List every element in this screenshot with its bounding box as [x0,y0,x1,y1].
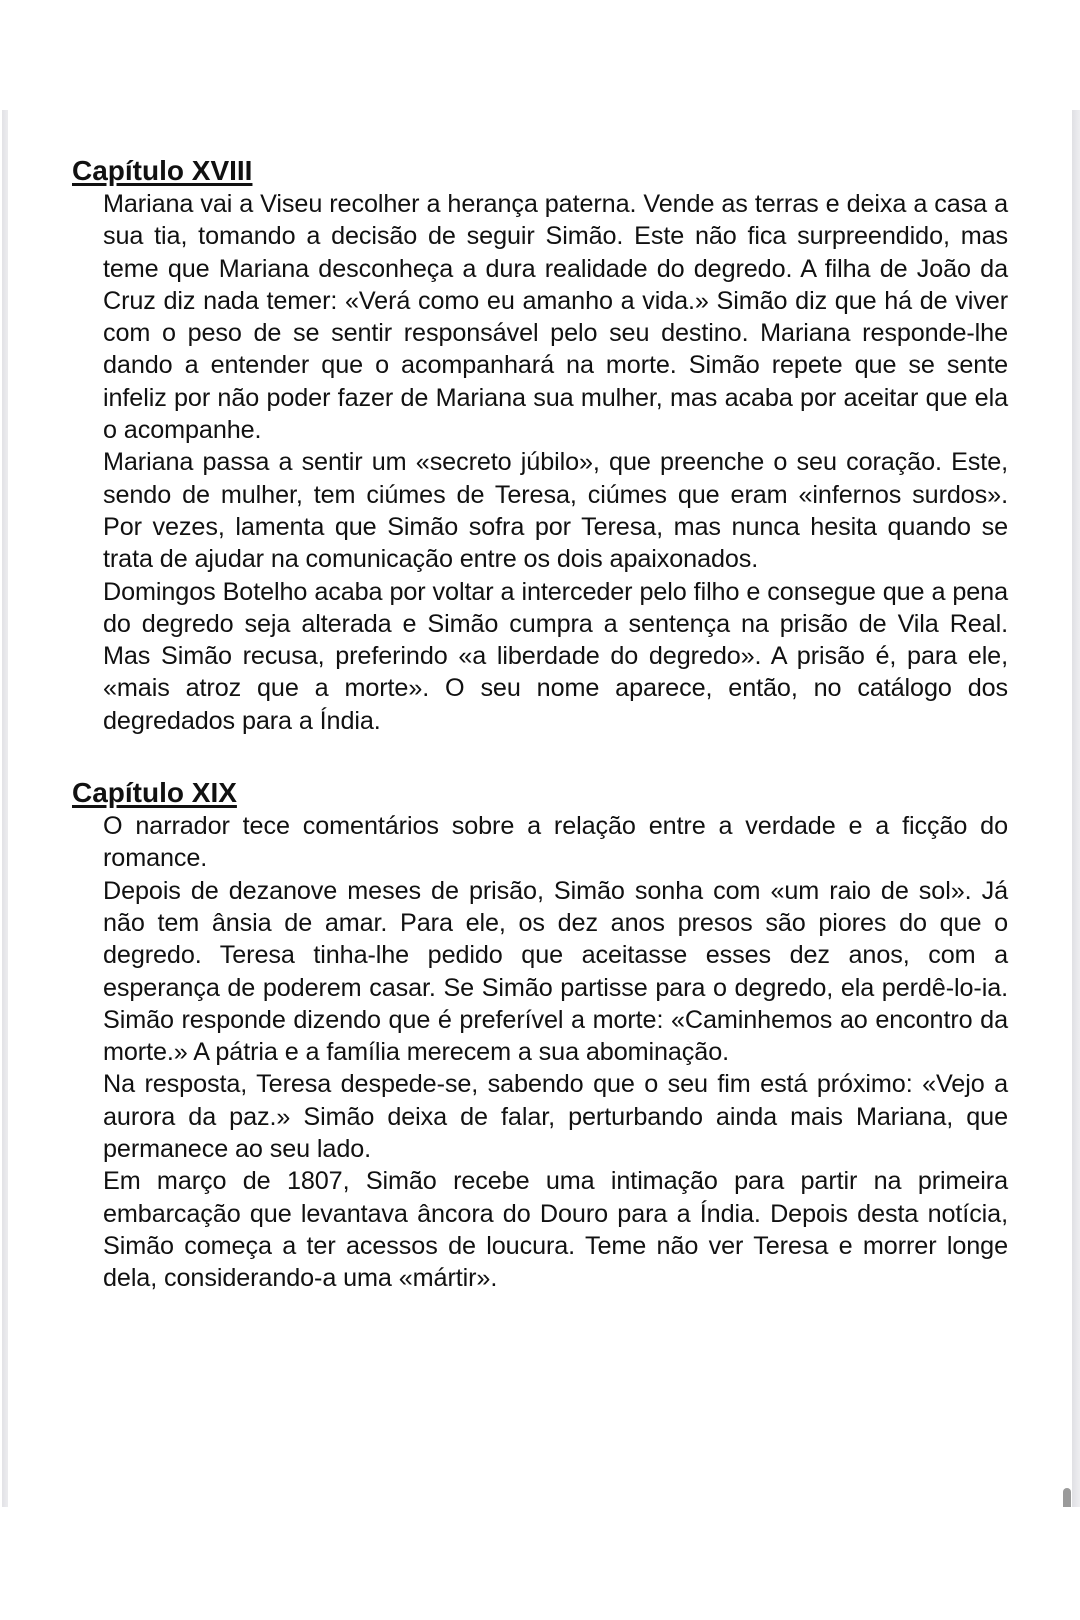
paragraph: Na resposta, Teresa despede-se, sabendo que o seu fim está próximo: «Vejo a aurora da paz.» Simão deixa de falar, perturbando ainda mais Mariana, que permanece ao seu lado. [103,1070,1008,1164]
page-edge-left [2,110,8,1507]
paragraph: Em março de 1807, Simão recebe uma intimação para partir na primeira embarcação que levantava âncora do Douro para a Índia. Depois desta notícia, Simão começa a ter acessos de loucura. Teme não ver Teresa e morrer longe dela, considerando-a uma «mártir». [103,1167,1008,1293]
scrollbar-track[interactable] [1072,110,1080,1507]
paragraph: O narrador tece comentários sobre a relação entre a verdade e a ficção do romance. [103,812,1008,873]
paragraph: Depois de dezanove meses de prisão, Simão sonha com «um raio de sol». Já não tem ânsia de amar. Para ele, os dez anos presos são piores do que o degredo. Teresa tinha-lhe pedido que aceitasse esses dez anos, com a esperança de poderem casar. Se Simão partisse para o degredo, ela perdê-lo-ia. Simão responde dizendo que é preferível a morte: «Caminhemos ao encontro da morte.» A pátria e a família merecem a sua abominação. [103,876,1008,1067]
chapter-title: Capítulo XIX [72,777,237,809]
paragraph: Domingos Botelho acaba por voltar a interceder pelo filho e consegue que a pena do degredo seja alterada e Simão cumpra a sentença na prisão de Vila Real. Mas Simão recusa, preferindo «a liberdade do degredo». A prisão é, para ele, «mais atroz que a morte». O seu nome aparece, então, no catálogo dos degredados para a Índia. [103,577,1008,735]
section-spacer [72,737,1008,776]
chapter-title: Capítulo XVIII [72,155,253,186]
chapter-body [103,188,1008,737]
paragraph: Mariana passa a sentir um «secreto júbilo», que preenche o seu coração. Este, sendo de mulher, tem ciúmes de Teresa, ciúmes que eram «infernos surdos». Por vezes, lamenta que Simão sofra por Teresa, mas nunca hesita quando se trata de ajudar na comunicação entre os dois apaixonados. [103,448,1008,574]
chapter-xix [72,776,1008,1294]
chapter-body [103,810,1008,1294]
document-page [72,154,1008,1295]
scrollbar-thumb[interactable] [1063,1488,1071,1507]
chapter-xviii [72,154,1008,737]
paragraph: Mariana vai a Viseu recolher a herança paterna. Vende as terras e deixa a casa a sua tia, tomando a decisão de seguir Simão. Este não fica surpreendido, mas teme que Mariana desconheça a dura realidade do degredo. A filha de João da Cruz diz nada temer: «Verá como eu amanho a vida.» Simão diz que há de viver com o peso de se sentir responsável pelo seu destino. Mariana responde-lhe dando a entender que o acompanhará na morte. Simão repete que se sente infeliz por não poder fazer de Mariana sua mulher, mas acaba por aceitar que ela o acompanhe. [103,190,1008,445]
